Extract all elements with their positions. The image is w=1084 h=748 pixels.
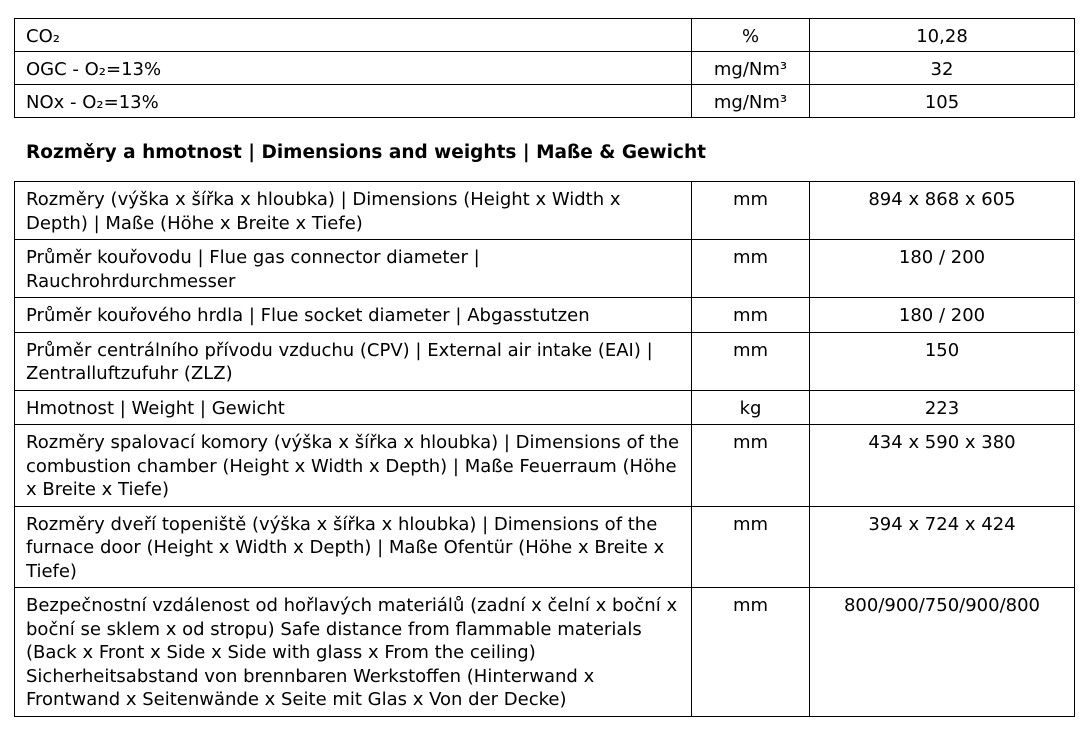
table-row [15,390,1075,425]
param-cell: Bezpečnostní vzdálenost od hořlavých materiálů (zadní x čelní x boční x boční se sklem x od stropu) Safe distance from flammable materials (Back x Front x Side x Side with glass x From the ceiling) Sicherheitsabstand von brennbaren Werkstoffen (Hinterwand x Frontwand x Seitenwände x Seite mit Glas x Von der Decke) [15,588,692,717]
dimensions-table [14,181,1075,717]
unit-cell: mm [692,182,810,240]
param-cell: Rozměry spalovací komory (výška x šířka x hloubka) | Dimensions of the combustion chamber (Height x Width x Depth) | Maße Feuerraum (Höhe x Breite x Tiefe) [15,425,692,507]
table-row [15,332,1075,390]
value-cell: 894 x 868 x 605 [810,182,1075,240]
value-cell: 800/900/750/900/800 [810,588,1075,717]
param-cell: NOx - O₂=13% [15,85,692,118]
table-row [15,298,1075,333]
table-row [15,425,1075,507]
table-row [15,182,1075,240]
table-row [15,19,1075,52]
value-cell: 32 [810,52,1075,85]
table-row [15,588,1075,717]
unit-cell: % [692,19,810,52]
param-cell: Průměr centrálního přívodu vzduchu (CPV) | External air intake (EAI) | Zentralluftzufuhr (ZLZ) [15,332,692,390]
table-row [15,52,1075,85]
table-row [15,506,1075,588]
param-cell: OGC - O₂=13% [15,52,692,85]
param-cell: Průměr kouřovodu | Flue gas connector diameter | Rauchrohrdurchmesser [15,240,692,298]
value-cell: 394 x 724 x 424 [810,506,1075,588]
unit-cell: mg/Nm³ [692,52,810,85]
unit-cell: mm [692,298,810,333]
value-cell: 180 / 200 [810,240,1075,298]
value-cell: 180 / 200 [810,298,1075,333]
unit-cell: kg [692,390,810,425]
unit-cell: mg/Nm³ [692,85,810,118]
param-cell: Hmotnost | Weight | Gewicht [15,390,692,425]
value-cell: 10,28 [810,19,1075,52]
param-cell: Rozměry (výška x šířka x hloubka) | Dimensions (Height x Width x Depth) | Maße (Höhe x Breite x Tiefe) [15,182,692,240]
unit-cell: mm [692,588,810,717]
section-heading: Rozměry a hmotnost | Dimensions and weights | Maße & Gewicht [26,142,706,163]
value-cell: 105 [810,85,1075,118]
unit-cell: mm [692,425,810,507]
value-cell: 150 [810,332,1075,390]
unit-cell: mm [692,506,810,588]
table-row [15,85,1075,118]
param-cell: Průměr kouřového hrdla | Flue socket diameter | Abgasstutzen [15,298,692,333]
unit-cell: mm [692,240,810,298]
emissions-table [14,18,1075,118]
value-cell: 434 x 590 x 380 [810,425,1075,507]
unit-cell: mm [692,332,810,390]
param-cell: CO₂ [15,19,692,52]
table-row [15,240,1075,298]
value-cell: 223 [810,390,1075,425]
param-cell: Rozměry dveří topeniště (výška x šířka x hloubka) | Dimensions of the furnace door (Height x Width x Depth) | Maße Ofentür (Höhe x Breite x Tiefe) [15,506,692,588]
